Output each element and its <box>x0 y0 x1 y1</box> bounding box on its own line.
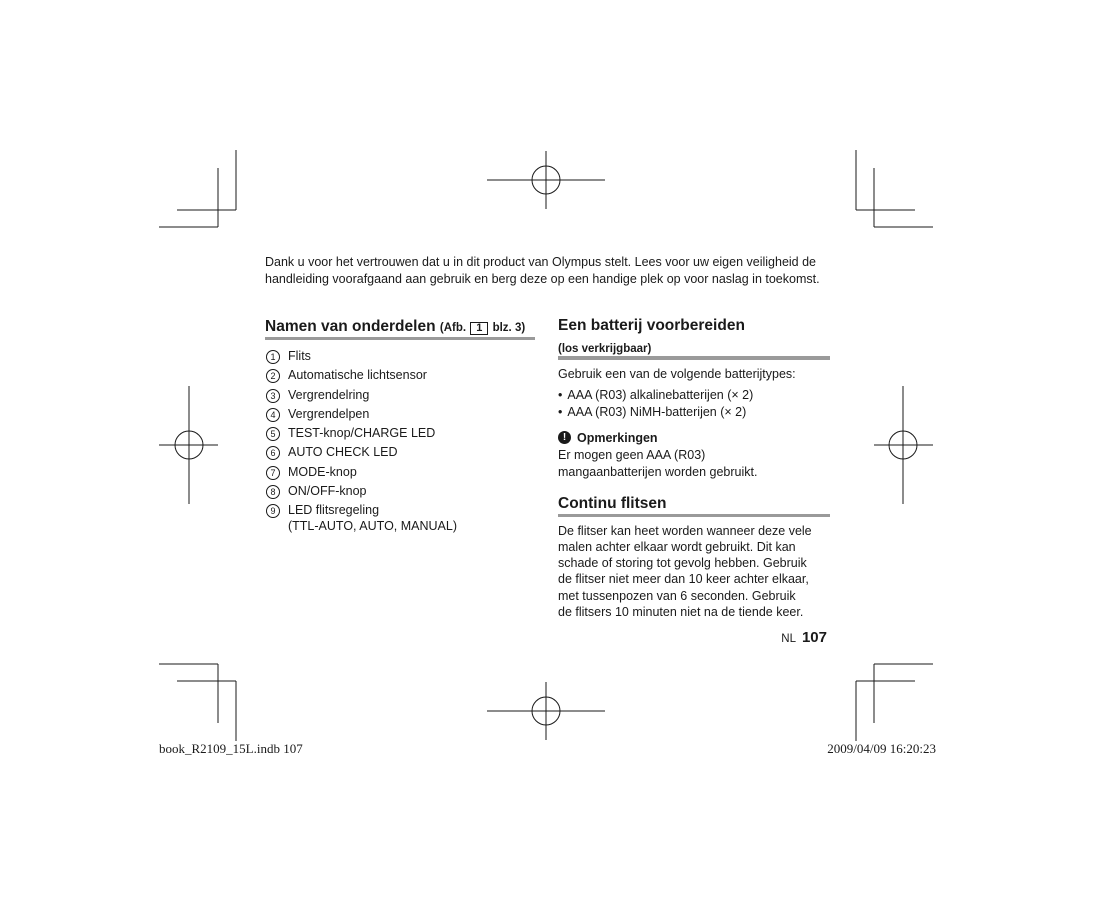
figure-reference-suffix: blz. 3) <box>492 322 526 334</box>
paragraph-line: met tussenpozen van 6 seconden. Gebruik <box>558 588 796 603</box>
part-label: Vergrendelpen <box>288 406 370 421</box>
crop-mark-bottom-right <box>856 664 933 741</box>
paragraph-line: de flitsers 10 minuten niet na de tiende keer. <box>558 604 804 619</box>
list-item <box>265 483 535 499</box>
registration-mark-top <box>487 151 605 209</box>
slug-filename: book_R2109_15L.indb 107 <box>159 741 303 756</box>
parts-list <box>265 348 535 534</box>
part-label: TEST-knop/CHARGE LED <box>288 426 436 441</box>
right-column <box>558 317 830 620</box>
part-label: MODE-knop <box>288 464 357 479</box>
battery-section-subtitle: (los verkrijgbaar) <box>558 343 830 360</box>
circled-number: 4 <box>266 408 280 422</box>
note-text <box>558 447 830 481</box>
list-item <box>265 367 535 383</box>
battery-section-title: Een batterij voorbereiden <box>558 317 745 334</box>
registration-mark-bottom <box>487 682 605 740</box>
circled-number: 2 <box>266 369 280 383</box>
figure-number-box: 1 <box>470 322 488 335</box>
part-label-line2: (TTL-AUTO, AUTO, MANUAL) <box>288 519 458 534</box>
language-code: NL <box>781 633 796 645</box>
part-label: Vergrendelring <box>288 387 370 402</box>
note-line: Er mogen geen AAA (R03) <box>558 447 706 462</box>
registration-mark-right <box>874 386 933 504</box>
crop-mark-top-right <box>856 150 933 227</box>
crop-mark-top-left <box>159 150 236 227</box>
part-label: ON/OFF-knop <box>288 484 367 499</box>
list-item <box>265 444 535 460</box>
note-title: Opmerkingen <box>577 430 658 445</box>
part-label: AUTO CHECK LED <box>288 445 398 460</box>
part-label <box>288 502 457 534</box>
battery-section <box>558 317 830 481</box>
parts-title-text: Namen van onderdelen <box>265 318 436 335</box>
parts-section <box>265 318 535 538</box>
battery-types-list <box>558 387 830 421</box>
circled-number: 3 <box>266 389 280 403</box>
paragraph-line: de flitser niet meer dan 10 keer achter elkaar, <box>558 572 809 587</box>
page-number-value: 107 <box>801 629 827 646</box>
list-item <box>265 502 535 534</box>
list-item <box>265 425 535 441</box>
paragraph-line: De flitser kan heet worden wanneer deze vele <box>558 523 812 538</box>
figure-reference-prefix: (Afb. <box>439 322 467 334</box>
figure-reference <box>440 322 525 334</box>
slug-timestamp: 2009/04/09 16:20:23 <box>827 741 936 756</box>
circled-number: 9 <box>266 504 280 518</box>
circled-number: 7 <box>266 466 280 480</box>
list-item: • AAA (R03) NiMH-batterijen (× 2) <box>558 404 830 421</box>
part-label: Flits <box>288 349 311 363</box>
circled-number: 8 <box>266 485 280 499</box>
continuous-section-title: Continu flitsen <box>558 495 830 517</box>
intro-paragraph: Dank u voor het vertrouwen dat u in dit product van Olympus stelt. Lees voor uw eigen veiligheid de handleiding voorafgaand aan gebruik en berg deze op een handige plek op voor naslag in toekomst. <box>265 255 820 286</box>
list-item <box>265 348 535 364</box>
circled-number: 1 <box>266 350 280 364</box>
paragraph-line: malen achter elkaar wordt gebruikt. Dit kan <box>558 539 796 554</box>
page-number <box>781 629 827 647</box>
registration-mark-left <box>159 386 218 504</box>
note-heading <box>558 431 830 445</box>
part-label: Automatische lichtsensor <box>288 368 427 383</box>
note-line: mangaanbatterijen worden gebruikt. <box>558 464 758 479</box>
list-item: • AAA (R03) alkalinebatterijen (× 2) <box>558 387 830 404</box>
list-item <box>265 464 535 480</box>
list-item <box>265 387 535 403</box>
exclamation-icon: ! <box>558 431 571 444</box>
part-label-line1: LED flitsregeling <box>288 503 380 518</box>
parts-section-title <box>265 318 535 340</box>
continuous-paragraph <box>558 523 830 621</box>
battery-intro: Gebruik een van de volgende batterijtypes: <box>558 367 796 381</box>
continuous-section <box>558 495 830 621</box>
crop-mark-bottom-left <box>159 664 236 741</box>
circled-number: 5 <box>266 427 280 441</box>
paragraph-line: schade of storing tot gevolg hebben. Gebruik <box>558 556 807 571</box>
list-item <box>265 406 535 422</box>
circled-number: 6 <box>266 446 280 460</box>
